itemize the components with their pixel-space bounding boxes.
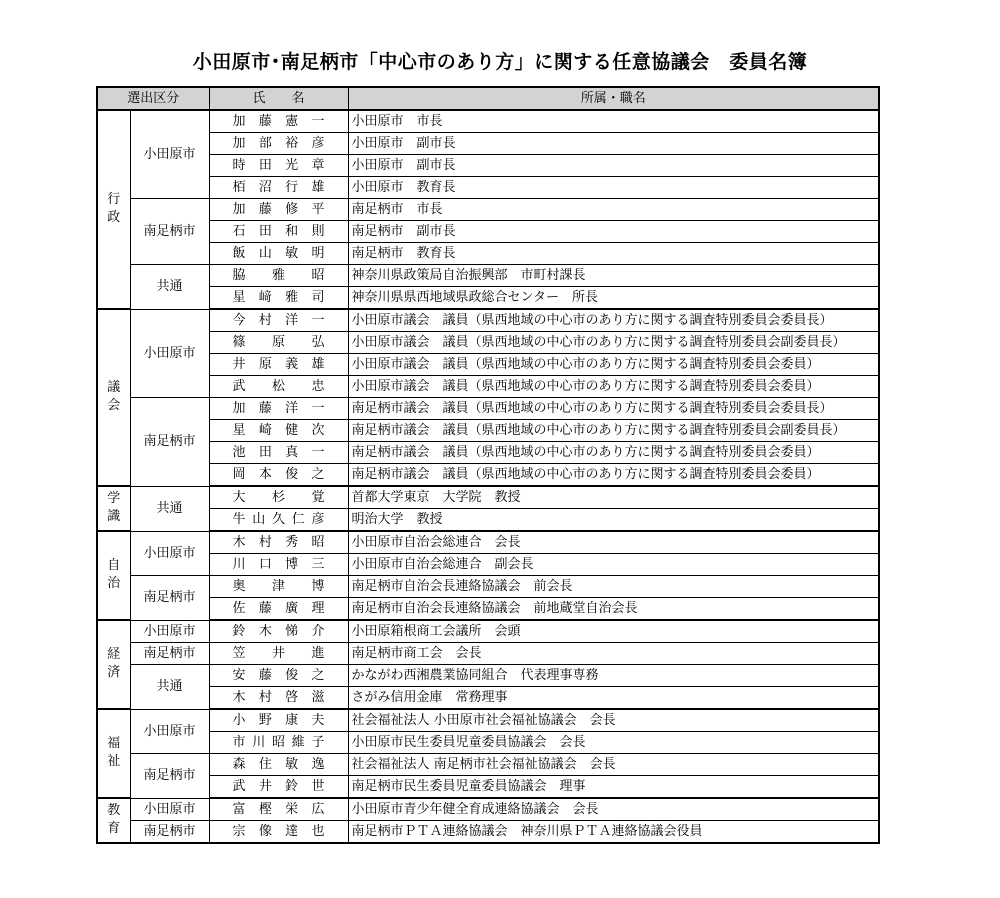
member-name-cell xyxy=(209,221,348,243)
member-roster-table xyxy=(96,86,880,844)
table-row xyxy=(97,199,879,221)
table-row xyxy=(97,776,879,799)
table-row xyxy=(97,243,879,265)
member-affiliation: 小田原市自治会総連合 会長 xyxy=(348,531,879,554)
member-affiliation: 小田原市議会 議員（県西地域の中心市のあり方に関する調査特別委員会委員長） xyxy=(348,309,879,332)
table-row xyxy=(97,665,879,687)
member-affiliation: 南足柄市議会 議員（県西地域の中心市のあり方に関する調査特別委員会委員） xyxy=(348,464,879,487)
member-affiliation: 明治大学 教授 xyxy=(348,509,879,532)
table-row xyxy=(97,309,879,332)
category-cell xyxy=(97,110,130,309)
table-row xyxy=(97,732,879,754)
member-affiliation: 小田原市議会 議員（県西地域の中心市のあり方に関する調査特別委員会委員） xyxy=(348,354,879,376)
member-affiliation: 南足柄市 教育長 xyxy=(348,243,879,265)
category-cell xyxy=(97,531,130,620)
member-name-cell xyxy=(209,732,348,754)
subgroup-label: 南足柄市 xyxy=(130,754,209,799)
member-name: 脇雅昭 xyxy=(232,268,325,283)
category-label: 学識 xyxy=(107,491,121,524)
member-name-cell xyxy=(209,243,348,265)
table-row xyxy=(97,354,879,376)
member-affiliation: 南足柄市議会 議員（県西地域の中心市のあり方に関する調査特別委員会委員） xyxy=(348,442,879,464)
member-name-cell xyxy=(209,754,348,776)
roster-body xyxy=(97,110,879,843)
member-name: 加藤洋一 xyxy=(232,401,325,416)
table-row xyxy=(97,420,879,442)
member-affiliation: 小田原市 教育長 xyxy=(348,177,879,199)
member-affiliation: 南足柄市ＰＴＡ連絡協議会 神奈川県ＰＴＡ連絡協議会役員 xyxy=(348,821,879,844)
member-affiliation: 南足柄市民生委員児童委員協議会 理事 xyxy=(348,776,879,799)
table-row xyxy=(97,687,879,710)
member-name-cell xyxy=(209,509,348,532)
category-cell xyxy=(97,486,130,531)
member-name-cell xyxy=(209,486,348,509)
member-name: 鈴木悌介 xyxy=(232,624,325,639)
member-name: 佐藤廣理 xyxy=(232,601,325,616)
category-cell xyxy=(97,620,130,709)
subgroup-label: 小田原市 xyxy=(130,531,209,576)
subgroup-label: 小田原市 xyxy=(130,709,209,754)
table-row xyxy=(97,643,879,665)
member-name: 井原義雄 xyxy=(232,357,325,372)
member-name: 加藤憲一 xyxy=(232,114,325,129)
member-name: 富樫栄広 xyxy=(232,802,325,817)
member-name: 笠井進 xyxy=(232,646,325,661)
subgroup-label: 南足柄市 xyxy=(130,643,209,665)
member-affiliation: 小田原市 副市長 xyxy=(348,155,879,177)
category-label: 議会 xyxy=(107,380,121,413)
table-row xyxy=(97,155,879,177)
member-name: 武松忠 xyxy=(232,379,325,394)
category-label: 福祉 xyxy=(107,736,121,769)
member-name: 奥津博 xyxy=(232,579,325,594)
member-affiliation: 小田原市自治会総連合 副会長 xyxy=(348,554,879,576)
member-name-cell xyxy=(209,133,348,155)
member-affiliation: 神奈川県政策局自治振興部 市町村課長 xyxy=(348,265,879,287)
member-name-cell xyxy=(209,554,348,576)
member-name-cell xyxy=(209,821,348,844)
member-affiliation: さがみ信用金庫 常務理事 xyxy=(348,687,879,710)
member-name-cell xyxy=(209,665,348,687)
table-row xyxy=(97,265,879,287)
member-affiliation: 小田原市民生委員児童委員協議会 会長 xyxy=(348,732,879,754)
table-row xyxy=(97,554,879,576)
table-row xyxy=(97,177,879,199)
member-affiliation: 小田原市議会 議員（県西地域の中心市のあり方に関する調査特別委員会委員） xyxy=(348,376,879,398)
table-row xyxy=(97,287,879,310)
category-cell xyxy=(97,709,130,798)
member-name: 安藤俊之 xyxy=(232,668,325,683)
subgroup-label: 小田原市 xyxy=(130,620,209,643)
table-row xyxy=(97,821,879,844)
member-name-cell xyxy=(209,420,348,442)
member-name-cell xyxy=(209,265,348,287)
table-row xyxy=(97,110,879,133)
table-row xyxy=(97,620,879,643)
table-row xyxy=(97,376,879,398)
table-row xyxy=(97,464,879,487)
member-affiliation: 社会福祉法人 南足柄市社会福祉協議会 会長 xyxy=(348,754,879,776)
category-label: 教育 xyxy=(107,803,121,836)
member-name-cell xyxy=(209,776,348,799)
category-label: 行政 xyxy=(107,192,121,225)
member-name: 篠原弘 xyxy=(232,335,325,350)
category-label: 経済 xyxy=(107,647,121,680)
member-affiliation: 小田原市 副市長 xyxy=(348,133,879,155)
member-name-cell xyxy=(209,354,348,376)
member-name-cell xyxy=(209,376,348,398)
member-affiliation: 神奈川県県西地域県政総合センター 所長 xyxy=(348,287,879,310)
subgroup-label: 共通 xyxy=(130,486,209,531)
member-name: 宗像達也 xyxy=(232,824,325,839)
subgroup-label: 共通 xyxy=(130,665,209,710)
member-name: 星﨑雅司 xyxy=(232,290,325,305)
member-name-cell xyxy=(209,155,348,177)
table-row xyxy=(97,509,879,532)
member-name: 木村秀昭 xyxy=(232,535,325,550)
table-row xyxy=(97,133,879,155)
member-name: 岡本俊之 xyxy=(232,467,325,482)
member-affiliation: 南足柄市自治会長連絡協議会 前会長 xyxy=(348,576,879,598)
member-affiliation: 南足柄市自治会長連絡協議会 前地蔵堂自治会長 xyxy=(348,598,879,621)
subgroup-label: 小田原市 xyxy=(130,309,209,398)
member-affiliation: 南足柄市商工会 会長 xyxy=(348,643,879,665)
member-name-cell xyxy=(209,643,348,665)
member-name-cell xyxy=(209,332,348,354)
member-name: 牛山久仁彦 xyxy=(232,512,325,527)
member-name-cell xyxy=(209,531,348,554)
table-row xyxy=(97,531,879,554)
subgroup-label: 南足柄市 xyxy=(130,398,209,487)
member-name-cell xyxy=(209,620,348,643)
table-row xyxy=(97,576,879,598)
member-name: 川口博三 xyxy=(232,557,325,572)
category-cell xyxy=(97,309,130,486)
member-name: 今村洋一 xyxy=(232,313,325,328)
member-affiliation: 南足柄市 副市長 xyxy=(348,221,879,243)
member-name-cell xyxy=(209,309,348,332)
member-affiliation: 南足柄市議会 議員（県西地域の中心市のあり方に関する調査特別委員会副委員長） xyxy=(348,420,879,442)
category-cell xyxy=(97,798,130,843)
member-name: 加部裕彦 xyxy=(232,136,325,151)
member-name-cell xyxy=(209,687,348,710)
member-name-cell xyxy=(209,798,348,821)
subgroup-label: 南足柄市 xyxy=(130,576,209,621)
member-name-cell xyxy=(209,287,348,310)
member-name: 小野康夫 xyxy=(232,713,325,728)
member-name: 池田真一 xyxy=(232,445,325,460)
member-affiliation: 小田原市 市長 xyxy=(348,110,879,133)
member-affiliation: 社会福祉法人 小田原市社会福祉協議会 会長 xyxy=(348,709,879,732)
member-name: 加藤修平 xyxy=(232,202,325,217)
member-name: 大杉覚 xyxy=(232,490,325,505)
member-name: 市川昭維子 xyxy=(232,735,325,750)
member-name-cell xyxy=(209,199,348,221)
header-category: 選出区分 xyxy=(97,87,209,110)
table-row xyxy=(97,598,879,621)
member-name-cell xyxy=(209,709,348,732)
member-affiliation: 小田原市青少年健全育成連絡協議会 会長 xyxy=(348,798,879,821)
header-affiliation: 所属・職名 xyxy=(348,87,879,110)
table-row xyxy=(97,754,879,776)
member-name: 飯山敏明 xyxy=(232,246,325,261)
member-name-cell xyxy=(209,442,348,464)
table-row xyxy=(97,486,879,509)
member-name: 栢沼行雄 xyxy=(232,180,325,195)
member-name: 時田光章 xyxy=(232,158,325,173)
table-row xyxy=(97,442,879,464)
subgroup-label: 南足柄市 xyxy=(130,199,209,265)
member-affiliation: 南足柄市 市長 xyxy=(348,199,879,221)
member-affiliation: かながわ西湘農業協同組合 代表理事専務 xyxy=(348,665,879,687)
member-affiliation: 小田原箱根商工会議所 会頭 xyxy=(348,620,879,643)
subgroup-label: 小田原市 xyxy=(130,798,209,821)
member-name: 木村啓滋 xyxy=(232,690,325,705)
member-name-cell xyxy=(209,598,348,621)
table-row xyxy=(97,798,879,821)
member-affiliation: 南足柄市議会 議員（県西地域の中心市のあり方に関する調査特別委員会委員長） xyxy=(348,398,879,420)
member-affiliation: 首都大学東京 大学院 教授 xyxy=(348,486,879,509)
table-row xyxy=(97,709,879,732)
table-row xyxy=(97,221,879,243)
subgroup-label: 南足柄市 xyxy=(130,821,209,844)
member-name: 石田和則 xyxy=(232,224,325,239)
member-name: 武井鈴世 xyxy=(232,779,325,794)
member-name-cell xyxy=(209,464,348,487)
subgroup-label: 共通 xyxy=(130,265,209,310)
subgroup-label: 小田原市 xyxy=(130,110,209,199)
category-label: 自治 xyxy=(107,558,121,591)
member-affiliation: 小田原市議会 議員（県西地域の中心市のあり方に関する調査特別委員会副委員長） xyxy=(348,332,879,354)
member-name-cell xyxy=(209,398,348,420)
member-name-cell xyxy=(209,576,348,598)
header-row xyxy=(97,87,879,110)
table-row xyxy=(97,332,879,354)
header-name: 氏 名 xyxy=(209,87,348,110)
page-title: 小田原市･南足柄市「中心市のあり方」に関する任意協議会 委員名簿 xyxy=(192,51,808,73)
member-name-cell xyxy=(209,177,348,199)
member-name-cell xyxy=(209,110,348,133)
member-name: 森住敏逸 xyxy=(232,757,325,772)
member-name: 星崎健次 xyxy=(232,423,325,438)
table-row xyxy=(97,398,879,420)
